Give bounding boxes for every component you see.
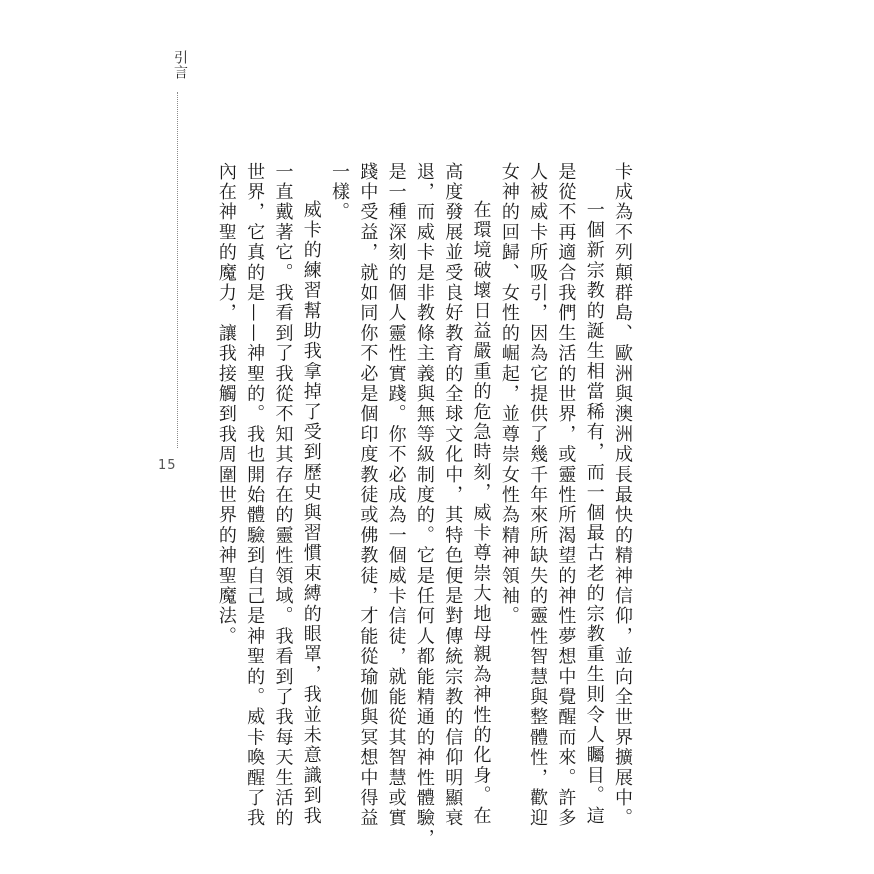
- text-line: 退，而威卡是非教條主義與無等級制度的。它是任何人都能精通的神性體驗，: [413, 162, 435, 849]
- running-head-title: 引言: [172, 50, 188, 80]
- paragraph: [495, 162, 608, 829]
- text-line: 一樣。: [329, 162, 351, 223]
- body-text: [212, 162, 636, 849]
- text-line: 卡成為不列顛群島、歐洲與澳洲成長最快的精神信仰，並向全世界擴展中。: [612, 162, 633, 829]
- paragraph: [325, 162, 495, 849]
- text-line: 踐中受益，就如同你不必是個印度教徒或佛教徒，才能從瑜伽與冥想中得益: [357, 162, 379, 829]
- running-head-rule: [177, 92, 178, 448]
- text-line: 女神的回歸、女性的崛起，並尊崇女性為精神領袖。: [498, 162, 520, 627]
- text-line: 人被威卡所吸引，因為它提供了幾千年來所缺失的靈性智慧與整體性，歡迎: [527, 162, 549, 829]
- text-line: 一個新宗教的誕生相當稀有，而一個最古老的宗教重生則令人矚目。這: [583, 200, 605, 827]
- paragraph: [212, 162, 325, 829]
- text-line: 內在神聖的魔力，讓我接觸到我周圍世界的神聖魔法。: [215, 162, 237, 647]
- text-line: 在環境破壞日益嚴重的危急時刻，威卡尊崇大地母親為神性的化身。在: [470, 200, 492, 827]
- text-line: 世界，它真的是——神聖的。我也開始體驗到自己是神聖的。威卡喚醒了我: [244, 162, 266, 829]
- text-line: 是一種深刻的個人靈性實踐。你不必成為一個威卡信徒，就能從其智慧或實: [385, 162, 407, 829]
- text-line: 一直戴著它。我看到了我從不知其存在的靈性領域。我看到了我每天生活的: [272, 162, 294, 829]
- page-number: 15: [158, 458, 177, 473]
- paragraph: [608, 162, 636, 829]
- text-line: 高度發展並受良好教育的全球文化中，其特色便是對傳統宗教的信仰明顯衰: [442, 162, 464, 829]
- text-line: 威卡的練習幫助我拿掉了受到歷史與習慣束縛的眼罩，我並未意識到我: [300, 200, 322, 827]
- text-line: 是從不再適合我們生活的世界，或靈性所渴望的神性夢想中覺醒而來。許多: [555, 162, 577, 829]
